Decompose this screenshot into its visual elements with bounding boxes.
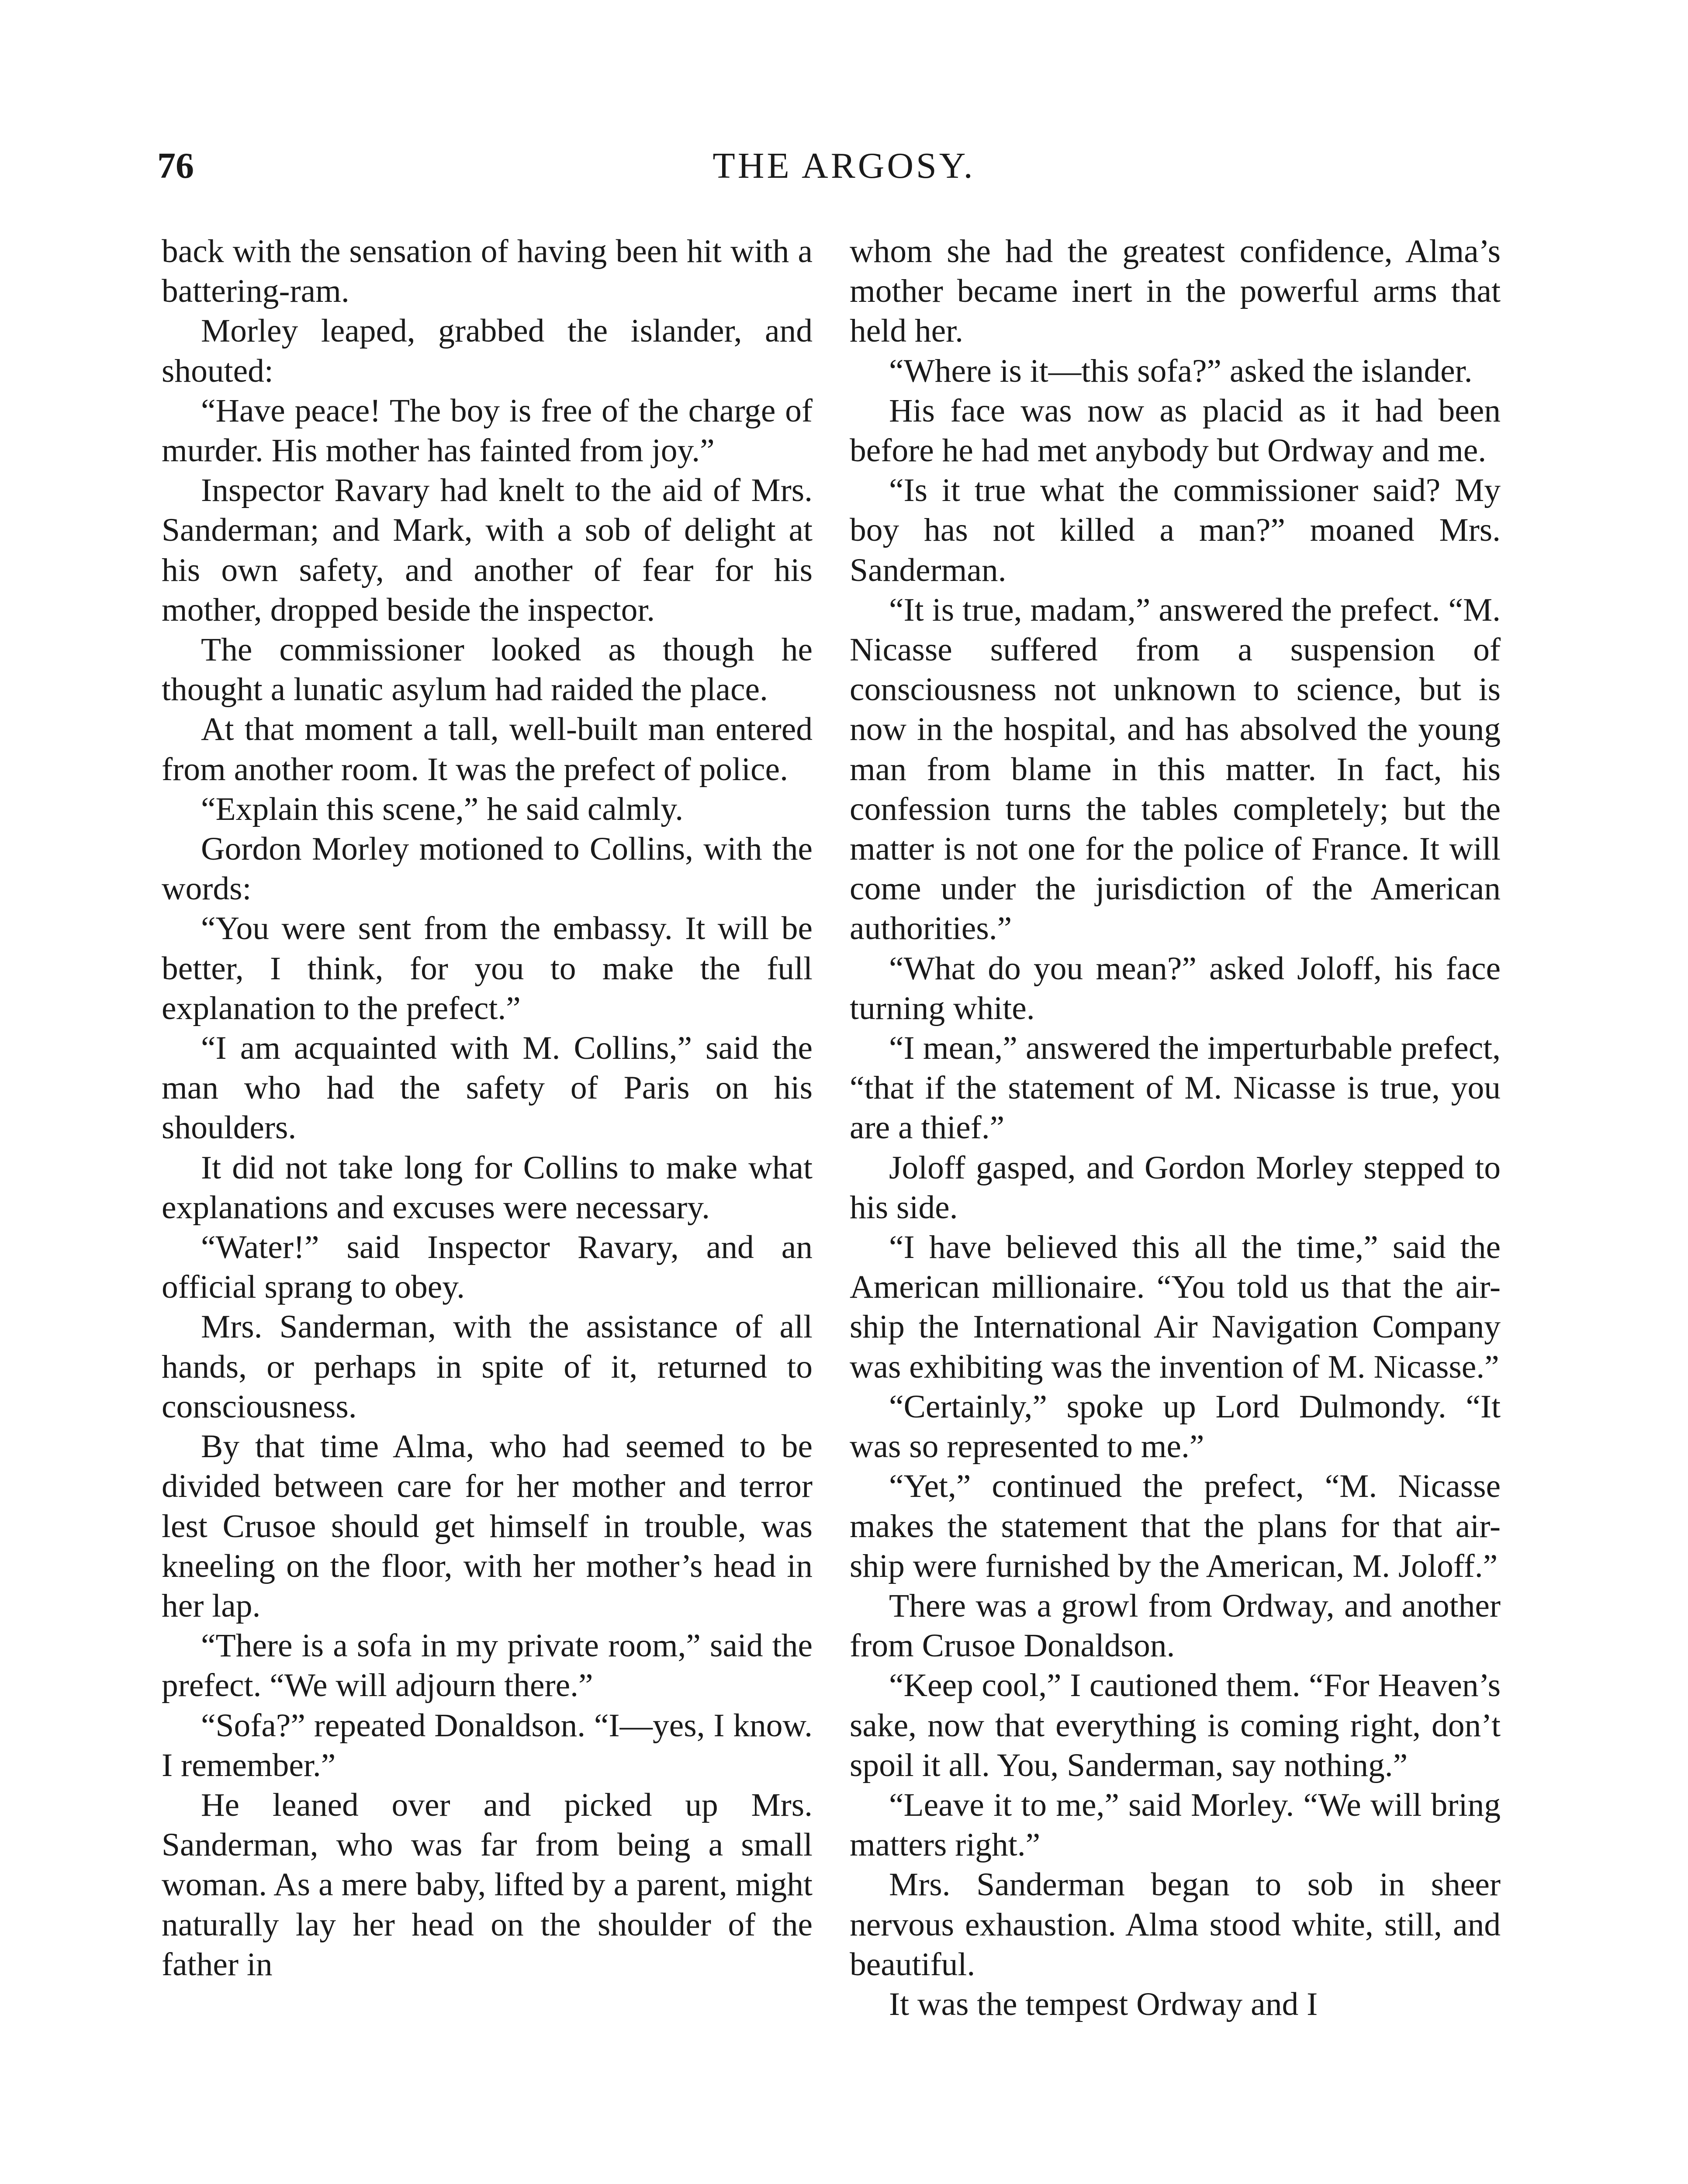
paragraph: “Where is it—this sofa?” asked the islander. [889,352,1473,389]
left-column [162,232,813,1984]
paragraph: It was the tempest Ordway and I [889,1986,1318,2022]
paragraph: He leaned over and picked up Mrs. Sanderman, who was far from being a small woman. As a mere baby, lifted by a parent, might naturally lay her head on the shoulder of the father in [162,1787,813,1983]
paragraph: Joloff gasped, and Gordon Morley stepped to his side. [850,1149,1501,1226]
paragraph: “I am acquainted with M. Collins,” said the man who had the safety of Paris on his shoulders. [162,1030,813,1146]
paragraph: “It is true, madam,” answered the prefect. “M. Nicasse suffered from a suspension of consciousness not unknown to science, but is now in the hospital, and has absolved the young man from blame in this matter. In fact, his confession turns the tables completely; but the matter is not one for the police of France. It will come under the jurisdiction of the American authorities.” [850,591,1501,947]
paragraph: “Leave it to me,” said Morley. “We will bring matters right.” [850,1787,1501,1863]
paragraph: At that moment a tall, well-built man entered from another room. It was the prefect of police. [162,711,813,788]
paragraph: “Explain this scene,” he said calmly. [201,791,684,827]
paragraph: “Yet,” continued the prefect, “M. Nicasse makes the statement that the plans for that air-ship were furnished by the American, M. Joloff.” [850,1468,1501,1584]
page-number: 76 [157,145,194,186]
paragraph: “You were sent from the embassy. It will be better, I think, for you to make the full explanation to the prefect.” [162,910,813,1026]
paragraph: whom she had the greatest confidence, Alma’s mother became inert in the powerful arms that held her. [850,233,1501,349]
paragraph: Gordon Morley motioned to Collins, with the words: [162,831,813,907]
paragraph: back with the sensation of having been hit with a battering-ram. [162,233,813,310]
paragraph: “There is a sofa in my private room,” said the prefect. “We will adjourn there.” [162,1628,813,1704]
paragraph: The commissioner looked as though he thought a lunatic asylum had raided the place. [162,632,813,708]
paragraph: “Is it true what the commissioner said? My boy has not killed a man?” moaned Mrs. Sanderman. [850,472,1501,588]
paragraph: “Water!” said Inspector Ravary, and an official sprang to obey. [162,1229,813,1306]
running-title: THE ARGOSY. [713,145,975,186]
page-header [0,140,1688,192]
paragraph: It did not take long for Collins to make what explanations and excuses were necessary. [162,1149,813,1226]
paragraph: “Certainly,” spoke up Lord Dulmondy. “It was so represented to me.” [850,1388,1501,1465]
paragraph: “Have peace! The boy is free of the charge of murder. His mother has fainted from joy.” [162,392,813,469]
paragraph: “I mean,” answered the imperturbable prefect, “that if the statement of M. Nicasse is true, you are a thief.” [850,1030,1501,1146]
paragraph: “Keep cool,” I cautioned them. “For Heaven’s sake, now that everything is coming right, don’t spoil it all. You, Sanderman, say nothing.” [850,1667,1501,1783]
paragraph: “What do you mean?” asked Joloff, his face turning white. [850,950,1501,1026]
paragraph: His face was now as placid as it had been before he had met anybody but Ordway and me. [850,392,1501,469]
paragraph: “Sofa?” repeated Donaldson. “I—yes, I know. I remember.” [162,1707,813,1783]
paragraph: There was a growl from Ordway, and another from Crusoe Donaldson. [850,1587,1501,1664]
paragraph: Morley leaped, grabbed the islander, and shouted: [162,313,813,389]
paragraph: “I have believed this all the time,” said the American millionaire. “You told us that the air-ship the International Air Navigation Company was exhibiting was the invention of M. Nicasse.” [850,1229,1501,1385]
right-column [850,232,1501,2024]
paragraph: Inspector Ravary had knelt to the aid of Mrs. Sanderman; and Mark, with a sob of delight at his own safety, and another of fear for his mother, dropped beside the inspector. [162,472,813,628]
paragraph: Mrs. Sanderman began to sob in sheer nervous exhaustion. Alma stood white, still, and beautiful. [850,1866,1501,1983]
paragraph: Mrs. Sanderman, with the assistance of all hands, or perhaps in spite of it, returned to consciousness. [162,1309,813,1425]
paragraph: By that time Alma, who had seemed to be divided between care for her mother and terror lest Crusoe should get himself in trouble, was kneeling on the floor, with her mother’s head in her lap. [162,1428,813,1624]
